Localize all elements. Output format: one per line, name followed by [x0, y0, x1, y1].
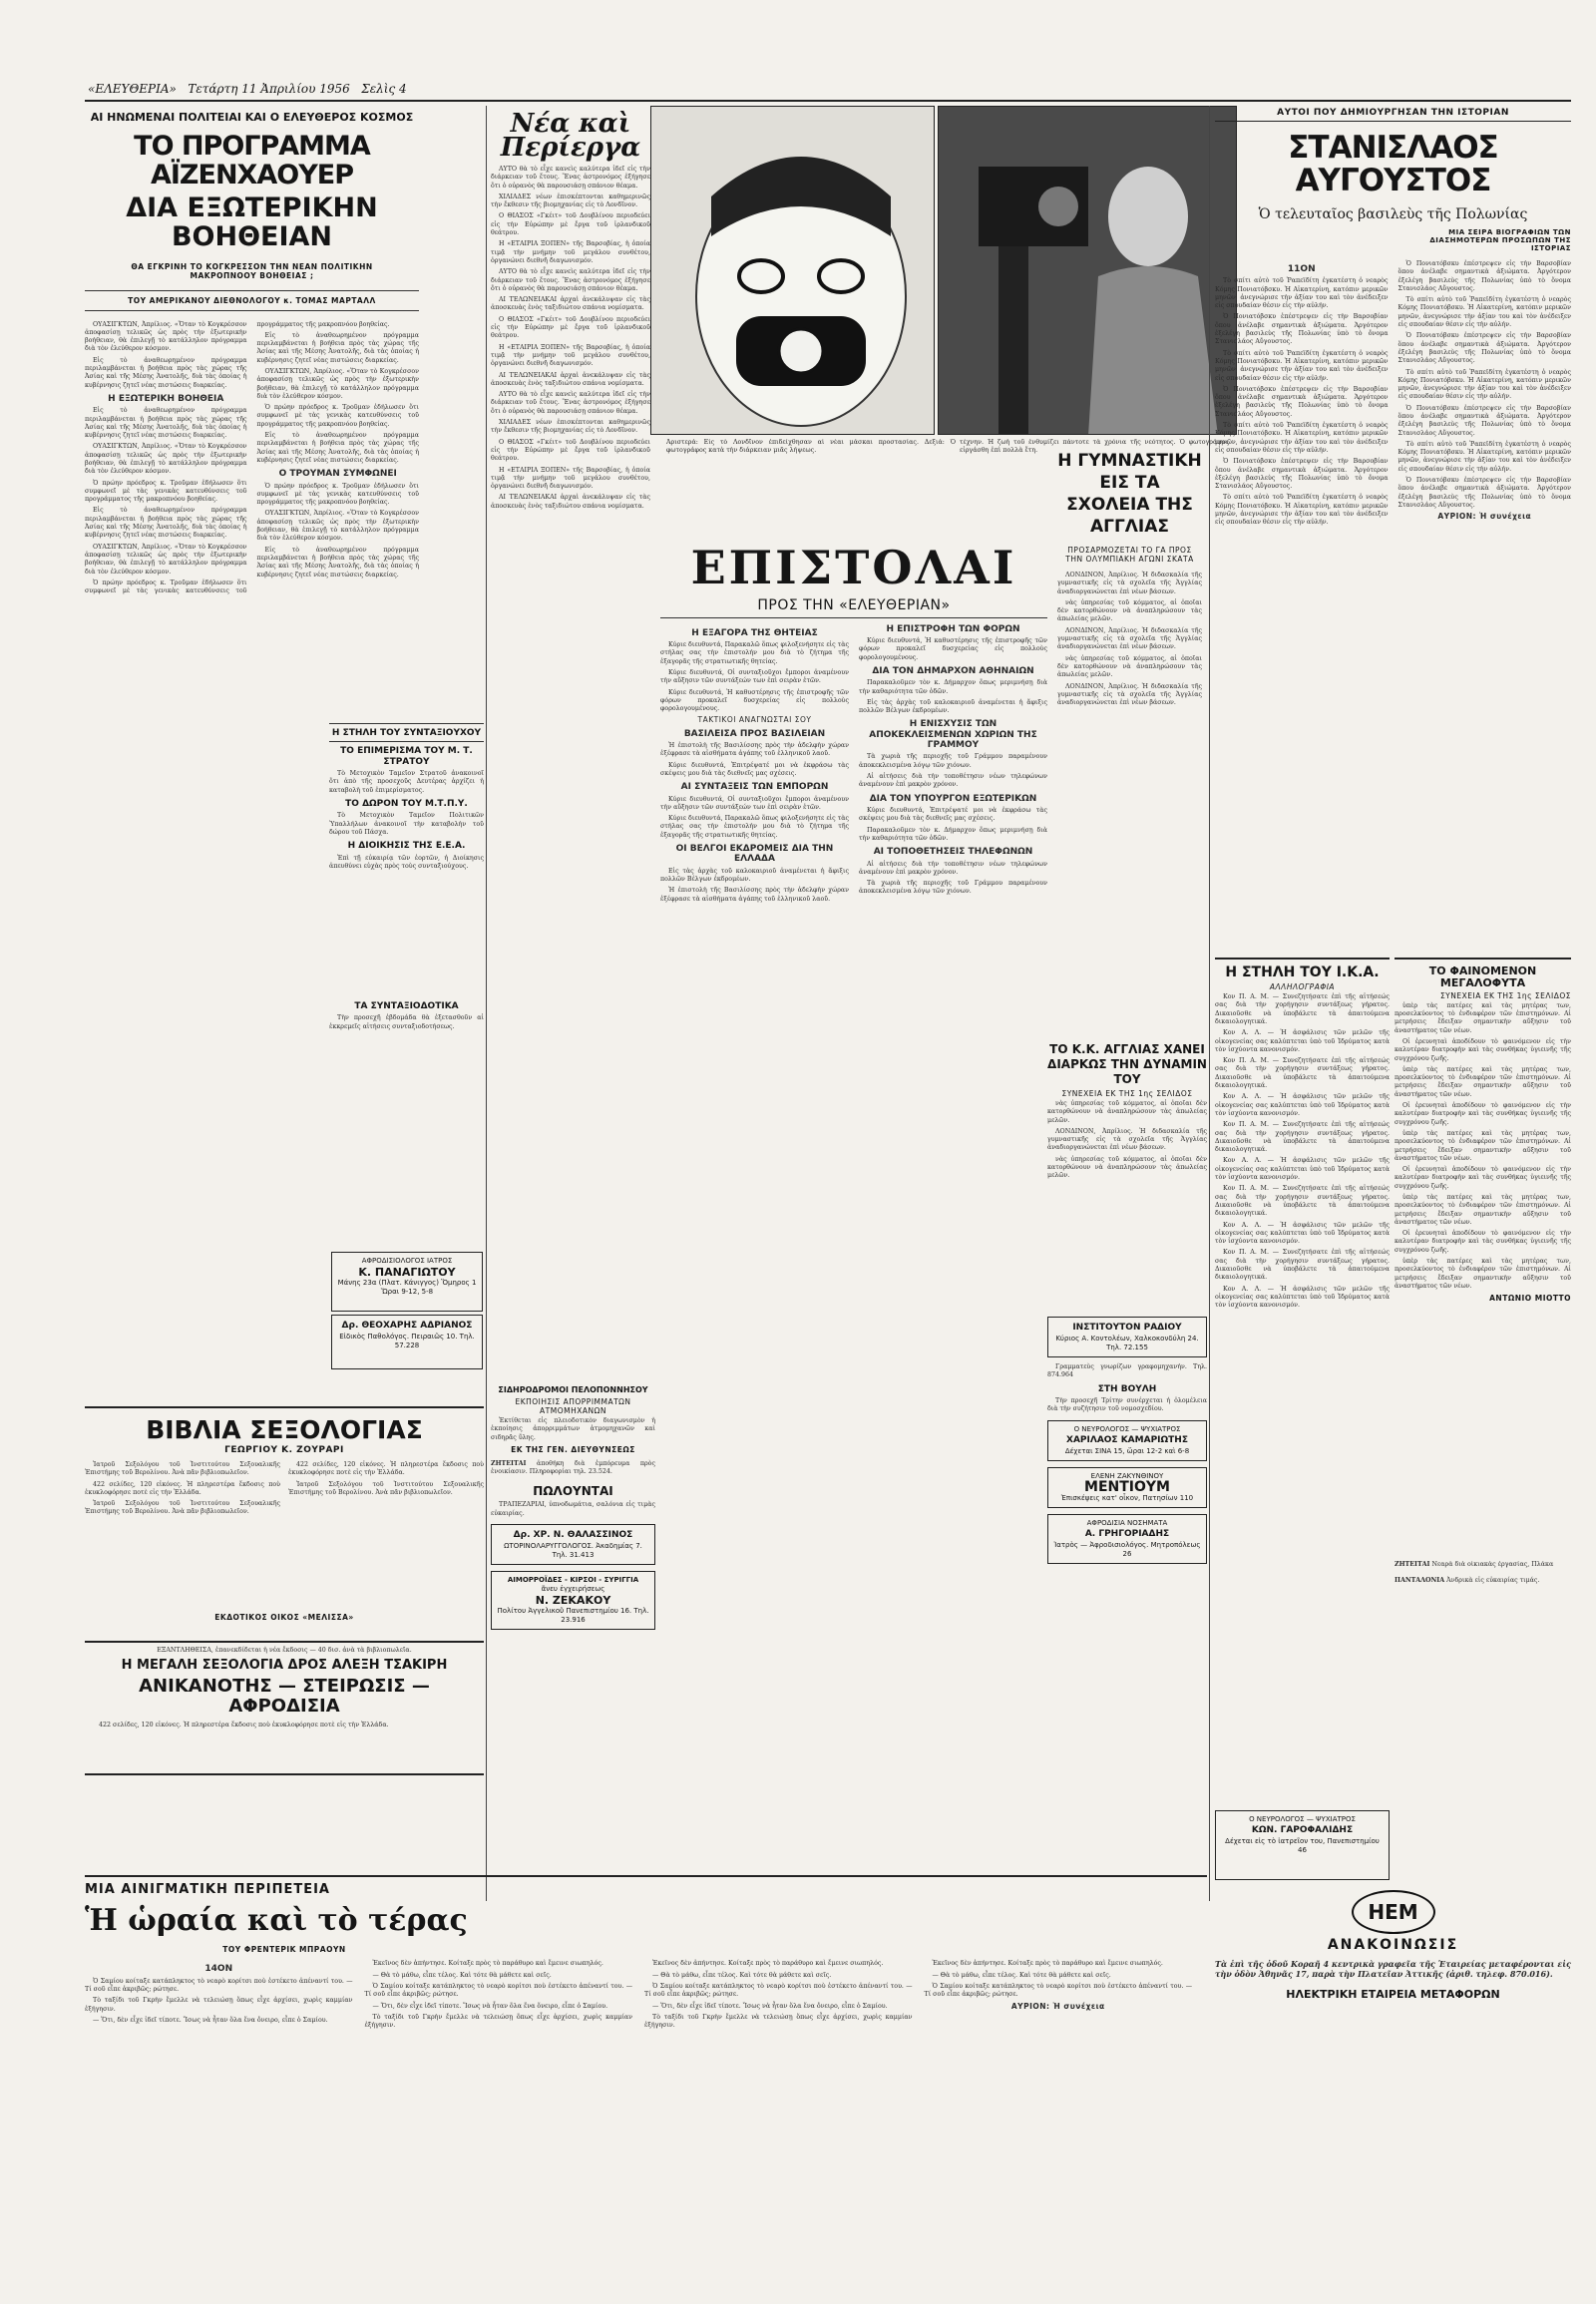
article-paragraph-l: ΟΥΑΣΙΓΚΤΩΝ, Ἀπρίλιος. «Ὅταν τὸ Κογκρέσσον ἀποφασίσῃ τελικῶς ὡς πρὸς τὴν ἐξωτερικὴν βοήθειαν, θὰ ἐπιλεγῇ τὸ κατάλληλον πρόγραμμα διὰ τὸν ἐλεύθερον κόσμον.	[256, 510, 419, 543]
letter-sign-1: ΤΑΚΤΙΚΟΙ ΑΝΑΓΝΩΣΤΑΙ ΣΟΥ	[697, 715, 812, 725]
curiosity-item-5b: Ο ΘΙΑΣΟΣ «Γκέιτ» τοῦ Δουβλίνου περιοδεύει εἰς τὴν Εὐρώπην μὲ ἔργα τοῦ ἰρλανδικοῦ θεάτρου.	[491, 438, 650, 463]
serial-body-6: Ὁ Σαμίου κοίταξε κατάπληκτος τὸ νεαρὸ κορίτσι ποὺ ἐστέκετο ἀπέναντί του. — Τί σοῦ εἶπε ἀκριβῶς; ρώτησε.	[364, 1983, 632, 1999]
article-paragraph-e: ΟΥΑΣΙΓΚΤΩΝ, Ἀπρίλιος. «Ὅταν τὸ Κογκρέσσον ἀποφασίσῃ τελικῶς ὡς πρὸς τὴν ἐξωτερικὴν βοήθειαν, θὰ ἐπιλεγῇ τὸ κατάλληλον πρόγραμμα διὰ τὸν ἐλεύθερον κόσμον.	[85, 543, 247, 576]
letter-sub-7: ΔΙΑ ΤΟΝ ΔΗΜΑΡΧΟΝ ΑΘΗΝΑΙΩΝ	[872, 665, 1034, 676]
pension-heading: Η ΣΤΗΛΗ ΤΟΥ ΣΥΝΤΑΞΙΟΥΧΟΥ	[331, 728, 482, 738]
article-kicker: ΑΙ ΗΝΩΜΕΝΑΙ ΠΟΛΙΤΕΙΑΙ ΚΑΙ Ο ΕΛΕΥΘΕΡΟΣ ΚΟΣΜΟΣ	[90, 111, 414, 124]
letter-body-7: Παρακαλοῦμεν τὸν κ. Δήμαρχον ὅπως μεριμνήσῃ διὰ τὴν καθαριότητα τῶν ὁδῶν.	[859, 679, 1047, 695]
letter-body-6: Κύριε διευθυντά, Ἡ καθυστέρησις τῆς ἐπιστροφῆς τῶν φόρων προκαλεῖ δυσχερείας εἰς πολλοὺς φορολογουμένους.	[859, 637, 1047, 661]
subhead-truman: Ο ΤΡΟΥΜΑΝ ΣΥΜΦΩΝΕΙ	[278, 469, 397, 480]
classifieds-column	[1047, 1317, 1207, 1875]
stanislaus-subhead: Ὁ τελευταῖος βασιλεὺς τῆς Πολωνίας	[1258, 205, 1528, 222]
curiosities-heading	[491, 109, 650, 163]
kk-sub: ΣΥΝΕΧΕΙΑ ΕΚ ΤΗΣ 1ης ΣΕΛΙΔΟΣ	[1061, 1089, 1193, 1098]
serial-continued: ΑΥΡΙΟΝ: Ἡ συνέχεια	[1010, 2001, 1105, 2011]
pension-misc-body: Τὴν προσεχῆ ἑβδομάδα θὰ ἐξετασθοῦν αἱ ἐκκρεμεῖς αἰτήσεις συνταξιοδοτήσεως.	[329, 1014, 484, 1030]
photo-caption-left: Ἀριστερά: Εἰς τὸ Λονδῖνον ἐπιδείχθησαν αἱ νέαι μάσκαι προστασίας. Δεξιά: Ὁ φωτογράφος κατὰ τὴν διάρκειαν μιᾶς λήψεως.	[666, 439, 956, 455]
article-paragraph: Εἰς τὸ ἀναθεωρημένον πρόγραμμα περιλαμβάνεται ἡ βοήθεια πρὸς τὰς χώρας τῆς Ἀσίας καὶ τῆς Μέσης Ἀνατολῆς, διὰ τὰς ὁποίας ἡ κυβέρνησις ζητεῖ νέας πιστώσεις διαρκείας.	[85, 407, 247, 440]
article-filler: Εἰς τὸ ἀναθεωρημένον πρόγραμμα περιλαμβάνεται ἡ βοήθεια πρὸς τὰς χώρας τῆς Ἀσίας καὶ τῆς Μέσης Ἀνατολῆς, διὰ τὰς ὁποίας ἡ κυβέρνησις ζητεῖ νέας πιστώσεις διαρκείας.	[85, 356, 247, 389]
curiosity-item-1b: ΧΙΛΙΑΔΕΣ νέων ἐπισκέπτονται καθημερινῶς τὴν ἔκθεσιν τῆς βιομηχανίας εἰς τὸ Λονδῖνον.	[491, 192, 650, 209]
phenomenon-body-5: ὑπὲρ τὰς πατέρες καὶ τὰς μητέρας των, προσελκύοντος τὸ ἐνδιαφέρον τῶν ἐπιστημόνων. Αἱ μετρήσεις ἔδειξαν σημαντικὴν αὔξησιν τοῦ ἀναστήματος τῶν νέων.	[1395, 1129, 1571, 1162]
serial-body-3: — Ὅτι, δὲν εἶχε ἰδεῖ τίποτε. Ἴσως νὰ ἦταν ὅλα ἕνα ὄνειρο, εἶπε ὁ Σαμίου.	[93, 2016, 328, 2024]
photo-photographer	[938, 106, 1237, 435]
clinic-name: Ν. ΖΕΚΑΚΟΥ	[535, 1594, 611, 1608]
ika-body-3: Κον Π. Α. Μ. — Συνεζητήσατε ἐπὶ τῆς αἰτήσεώς σας διὰ τὴν χορήγησιν συντάξεως γήρατος. Δικαιοῦσθε νὰ ὑποβάλετε τὰ ἀπαιτούμενα δικαιολογητικά.	[1215, 1057, 1390, 1090]
subhead-foreign-aid: Η ΕΞΩΤΕΡΙΚΗ ΒΟΗΘΕΙΑ	[108, 393, 224, 404]
pension-misc-heading: ΤΑ ΣΥΝΤΑΞΙΟΔΟΤΙΚΑ	[354, 1001, 459, 1011]
letter-body-1: Κύριε διευθυντά, Παρακαλῶ ὅπως φιλοξενήσητε εἰς τὰς στήλας σας τὴν ἐπιστολήν μου διὰ τὸ ζήτημα τῆς ἐξαγορᾶς τῆς στρατιωτικῆς θητείας.	[660, 641, 849, 665]
article-lead: ΟΥΑΣΙΓΚΤΩΝ, Ἀπρίλιος. «Ὅταν τὸ Κογκρέσσον ἀποφασίσῃ τελικῶς ὡς πρὸς τὴν ἐξωτερικὴν βοήθειαν, θὰ ἐπιλεγῇ τὸ κατάλληλον πρόγραμμα διὰ τὸν ἐλεύθερον κόσμον.	[85, 320, 247, 353]
books-ad-text: Ἰατροῦ Σεξολόγου τοῦ Ἰνστιτούτου Σεξουαλικῆς Ἐπιστήμης τοῦ Βερολίνου. Ἀνὰ πᾶν βιβλιοπωλεῖον.	[85, 1461, 280, 1477]
phenomenon-title: ΤΟ ΦΑΙΝΟΜΕΝΟΝ ΜΕΓΑΛΟΦΥΤΑ	[1428, 964, 1537, 989]
ika-body-2: Κον Α. Λ. — Ἡ ἀσφάλισις τῶν μελῶν τῆς οἰκογενείας σας καλύπτεται ὑπὸ τοῦ Ἱδρύματος κατὰ τὸν ἰσχύοντα κανονισμόν.	[1215, 1029, 1390, 1053]
clinic-text: Πολίτου Ἀγγελικοῦ Πανεπιστημίου 16. Τηλ. 23.916	[497, 1607, 649, 1625]
paper-name: «ΕΛΕΥΘΕΡΙΑ»	[88, 82, 177, 96]
doctor-ad-1	[331, 1252, 483, 1312]
clinic-sub: ἄνευ ἐγχειρήσεως	[541, 1585, 605, 1594]
serial-kicker: ΜΙΑ ΑΙΝΙΓΜΑΤΙΚΗ ΠΕΡΙΠΕΤΕΙΑ	[85, 1882, 330, 1897]
serial-body-15: — Θὰ τὸ μάθω, εἶπε τέλος. Καὶ τότε θὰ μάθετε καὶ σεῖς.	[932, 1971, 1111, 1979]
letter-sub-6: Η ΕΠΙΣΤΡΟΦΗ ΤΩΝ ΦΟΡΩΝ	[886, 623, 1020, 634]
doctor-ad-1-name: Κ. ΠΑΝΑΓΙΩΤΟΥ	[358, 1266, 456, 1279]
article-headline-1: ΤΟ ΠΡΟΓΡΑΜΜΑ ΑΪΖΕΝΧΑΟΥΕΡ	[134, 130, 370, 192]
books-ad	[85, 1406, 484, 1636]
curiosities-heading-1: Νέα καὶ	[510, 109, 631, 139]
ika-body-5: Κον Π. Α. Μ. — Συνεζητήσατε ἐπὶ τῆς αἰτήσεώς σας διὰ τὴν χορήγησιν συντάξεως γήρατος. Δικαιοῦσθε νὰ ὑποβάλετε τὰ ἀπαιτούμενα δικαιολογητικά.	[1215, 1121, 1390, 1154]
doctor-ad-1-title: ΑΦΡΟΔΙΣΙΟΛΟΓΟΣ ΙΑΤΡΟΣ	[361, 1257, 453, 1265]
serial-body-13: Τὸ ταξίδι τοῦ Γκρὴν ἔμελλε νὰ τελειώσῃ ὅπως εἶχε ἀρχίσει, χωρὶς καμμίαν ἐξήγησιν.	[644, 2013, 913, 2030]
serial-body-7: — Ὅτι, δὲν εἶχε ἰδεῖ τίποτε. Ἴσως νὰ ἦταν ὅλα ἕνα ὄνειρο, εἶπε ὁ Σαμίου.	[372, 2002, 608, 2010]
gymnastics-title: Η ΓΥΜΝΑΣΤΙΚΗ ΕΙΣ ΤΑ ΣΧΟΛΕΙΑ ΤΗΣ ΑΓΓΛΙΑΣ	[1057, 451, 1202, 537]
ika-subtitle: ΑΛΛΗΛΟΓΡΑΦΙΑ	[1269, 982, 1336, 992]
letter-body-1b: Κύριε διευθυντά, Οἱ συνταξιοῦχοι ἔμποροι ἀναμένουν τὴν αὔξησιν τῶν συντάξεών των ἐπὶ σειρὰν ἐτῶν.	[660, 668, 849, 685]
curiosity-item-3b: Η «ΕΤΑΙΡΙΑ ΞΟΠΕΝ» τῆς Βαρσοβίας, ἡ ὁποία τιμᾷ τὴν μνήμην τοῦ μεγάλου συνθέτου, ὀργανώνει διεθνῆ διαγωνισμόν.	[491, 343, 650, 368]
letter-sub-1: Η ΕΞΑΓΟΡΑ ΤΗΣ ΘΗΤΕΙΑΣ	[691, 627, 818, 638]
serial-body-11: Ὁ Σαμίου κοίταξε κατάπληκτος τὸ νεαρὸ κορίτσι ποὺ ἐστέκετο ἀπέναντί του. — Τί σοῦ εἶπε ἀκριβῶς; ρώτησε.	[644, 1983, 913, 1999]
rail-sub: ΕΚΠΟΙΗΣΙΣ ΑΠΟΡΡΙΜΜΑΤΩΝ ΑΤΜΟΜΗΧΑΝΩΝ	[515, 1397, 631, 1416]
serial-part: 14ΟΝ	[204, 1964, 233, 1975]
phenomenon-sign: ΑΝΤΩΝΙΟ ΜΙΟΤΤΟ	[1489, 1294, 1571, 1304]
ika-title: Η ΣΤΗΛΗ ΤΟΥ Ι.Κ.Α.	[1225, 964, 1380, 980]
serial-body-16: Ὁ Σαμίου κοίταξε κατάπληκτος τὸ νεαρὸ κορίτσι ποὺ ἐστέκετο ἀπέναντί του. — Τί σοῦ εἶπε ἀκριβῶς; ρώτησε.	[924, 1983, 1192, 1999]
photo-caption-right-text: τέχνην. Ἡ ζωὴ τοῦ ἐνθυμίζει πάντοτε τὰ χρόνια τῆς νεότητος. Ὁ φωτογράφος εἰργάσθη ἐπὶ πολλὰ ἔτη.	[960, 439, 1229, 455]
letter-body-3: Ἡ ἐπιστολὴ τῆς Βασιλίσσης πρὸς τὴν ἀδελφὴν χώραν ἐξέφρασε τὰ αἰσθήματα ἀγάπης τοῦ ἑλληνικοῦ λαοῦ.	[660, 742, 849, 758]
books-ad-text-e: Ἰατροῦ Σεξολόγου τοῦ Ἰνστιτούτου Σεξουαλικῆς Ἐπιστήμης τοῦ Βερολίνου. Ἀνὰ πᾶν βιβλιοπωλεῖον.	[288, 1480, 484, 1496]
sexology-ad-body: 422 σελίδες, 120 εἰκόνες. Ἡ πληρεστέρα ἔκδοσις ποὺ ἐκυκλοφόρησε ποτὲ εἰς τὴν Ἑλλάδα.	[99, 1722, 389, 1729]
masthead	[88, 82, 457, 98]
eea-body: Ἐπὶ τῇ εὐκαιρίᾳ τῶν ἑορτῶν, ἡ Διοίκησις ἀπευθύνει εὐχὰς πρὸς τοὺς συνταξιούχους.	[329, 854, 484, 870]
ika-body-1: Κον Π. Α. Μ. — Συνεζητήσατε ἐπὶ τῆς αἰτήσεώς σας διὰ τὴν χορήγησιν συντάξεως γήρατος. Δικαιοῦσθε νὰ ὑποβάλετε τὰ ἀπαιτούμενα δικαιολογητικά.	[1215, 993, 1390, 1025]
neurologist2-ad-name: ΚΩΝ. ΓΑΡΟΦΑΛΙΔΗΣ	[1251, 1825, 1354, 1835]
midwife-ad-name: ΕΛΕΝΗ ΖΑΚΥΝΘΙΝΟΥ	[1090, 1471, 1164, 1480]
curiosity-item-4: ΑΙ ΤΕΛΩΝΕΙΑΚΑΙ ἀρχαὶ ἀνεκάλυψαν εἰς τὰς ἀποσκευὰς ἑνὸς ταξιδιώτου σπάνια νομίσματα.	[491, 371, 650, 387]
phenomenon-body-3: ὑπὲρ τὰς πατέρες καὶ τὰς μητέρας των, προσελκύοντος τὸ ἐνδιαφέρον τῶν ἐπιστημόνων. Αἱ μετρήσεις ἔδειξαν σημαντικὴν αὔξησιν τοῦ ἀναστήματος τῶν νέων.	[1395, 1065, 1571, 1098]
kk-title: ΤΟ Κ.Κ. ΑΓΓΛΙΑΣ ΧΑΝΕΙ ΔΙΑΡΚΩΣ ΤΗΝ ΔΥΝΑΜΙΝ ΤΟΥ	[1047, 1042, 1207, 1086]
right-sold-title: ΠΑΝΤΑΛΟΝΙΑ	[1395, 1577, 1445, 1585]
article-paragraph-m: Εἰς τὸ ἀναθεωρημένον πρόγραμμα περιλαμβάνεται ἡ βοήθεια πρὸς τὰς χώρας τῆς Ἀσίας καὶ τῆς Μέσης Ἀνατολῆς, διὰ τὰς ὁποίας ἡ κυβέρνησις ζητεῖ νέας πιστώσεις διαρκείας.	[256, 546, 419, 578]
midwife-ad-surname: ΜΕΝΤΙΟΥΜ	[1084, 1478, 1170, 1495]
letter-body-9: Κύριε διευθυντά, Ἐπιτρέψατέ μοι νὰ ἐκφράσω τὰς σκέψεις μου διὰ τὰς διεθνεῖς μας σχέσεις.	[859, 807, 1047, 823]
sexology-ad-line: ΕΞΑΝΤΛΗΘΕΙΣΑ, ἐπανεκδίδεται ἡ νέα ἔκδοσις — 40 δισ. ἀνὰ τὰ βιβλιοπωλεῖα.	[157, 1647, 412, 1654]
rail-body: Ἐκτίθεται εἰς πλειοδοτικὸν διαγωνισμὸν ἡ ἐκποίησις ἀπορριμμάτων ἀτμομηχανῶν καὶ σιδηρᾶς ὕλης.	[491, 1417, 655, 1441]
right-classifieds	[1395, 1561, 1571, 1810]
right-sold-text: Ἀνδρικὰ εἰς εὐκαιρίας τιμάς.	[1446, 1577, 1540, 1585]
stanislaus-body-11: Τὸ σπίτι αὐτὸ τοῦ Ῥαπεϊδίτη ἐγκατέστη ὁ νεαρὸς Κόμης Πονιατόβσκυ. Ἡ Αἰκατερίνη, κατόπιν μερικῶν μηνῶν, ἀνεγνώρισε τὴν ἀξίαν του καὶ τὸν ἀνέδειξεν εἰς σπουδαίαν θέσιν εἰς τὴν αὐλήν.	[1397, 368, 1571, 401]
curiosity-item-2: Η «ΕΤΑΙΡΙΑ ΞΟΠΕΝ» τῆς Βαρσοβίας, ἡ ὁποία τιμᾷ τὴν μνήμην τοῦ μεγάλου συνθέτου, ὀργανώνει διεθνῆ διαγωνισμόν.	[491, 240, 650, 264]
serial-body-14: Ἐκεῖνος δὲν ἀπήντησε. Κοίταξε πρὸς τὸ παράθυρο καὶ ἔμεινε σιωπηλός.	[932, 1960, 1163, 1968]
gymnastics-body-e: ΛΟΝΔΙΝΟΝ, Ἀπρίλιος. Ἡ διδασκαλία τῆς γυμναστικῆς εἰς τὰ σχολεῖα τῆς Ἀγγλίας ἀναδιοργανώνεται ἐπὶ νέων βάσεων.	[1057, 682, 1202, 707]
curiosity-item-1c: Ο ΘΙΑΣΟΣ «Γκέιτ» τοῦ Δουβλίνου περιοδεύει εἰς τὴν Εὐρώπην μὲ ἔργα τοῦ ἰρλανδικοῦ θεάτρου.	[491, 212, 650, 237]
ent-doctor-title: Δρ. ΧΡ. Ν. ΘΑΛΑΣΣΙΝΟΣ	[513, 1530, 633, 1541]
sexology-ad	[85, 1641, 484, 1775]
curiosity-item-1: ΑΥΤΟ θὰ τὸ εἶχε κανεὶς καλύτερα ἰδεῖ εἰς τὴν διάρκειαν τοῦ ἔτους. Ἕνας ἀστρονόμος ἐξήγησε ὅτι ὁ οὐρανὸς θὰ παρουσιάσῃ σπάνιον θέαμα.	[491, 166, 650, 190]
mask-figure-illustration	[651, 107, 935, 435]
hem-announcement	[1215, 1890, 1571, 2050]
letter-sub-5: ΟΙ ΒΕΛΓΟΙ ΕΚΔΡΟΜΕΙΣ ΔΙΑ ΤΗΝ ΕΛΛΑΔΑ	[675, 844, 834, 865]
letter-body-7b: Εἰς τὰς ἀρχὰς τοῦ καλοκαιριοῦ ἀναμένεται ἡ ἄφιξις πολλῶν Βέλγων ἐκδρομέων.	[859, 698, 1047, 715]
letter-body-3b: Κύριε διευθυντά, Ἐπιτρέψατέ μοι νὰ ἐκφράσω τὰς σκέψεις μου διὰ τὰς διεθνεῖς μας σχέσεις.	[660, 761, 849, 777]
phenomenon-body-9: ὑπὲρ τὰς πατέρες καὶ τὰς μητέρας των, προσελκύοντος τὸ ἐνδιαφέρον τῶν ἐπιστημόνων. Αἱ μετρήσεις ἔδειξαν σημαντικὴν αὔξησιν τοῦ ἀναστήματος τῶν νέων.	[1395, 1258, 1571, 1290]
derm-ad	[1047, 1514, 1207, 1564]
stanislaus-body-7: Τὸ σπίτι αὐτὸ τοῦ Ῥαπεϊδίτη ἐγκατέστη ὁ νεαρὸς Κόμης Πονιατόβσκυ. Ἡ Αἰκατερίνη, κατόπιν μερικῶν μηνῶν, ἀνεγνώρισε τὴν ἀξίαν του καὶ τὸν ἀνέδειξεν εἰς σπουδαίαν θέσιν εἰς τὴν αὐλήν.	[1215, 494, 1389, 527]
rail-sign: ΕΚ ΤΗΣ ΓΕΝ. ΔΙΕΥΘΥΝΣΕΩΣ	[511, 1445, 635, 1455]
sale-title: ΠΩΛΟΥΝΤΑΙ	[533, 1483, 613, 1498]
letter-body-1c: Κύριε διευθυντά, Ἡ καθυστέρησις τῆς ἐπιστροφῆς τῶν φόρων προκαλεῖ δυσχερείας εἰς πολλοὺς φορολογουμένους.	[660, 688, 849, 713]
kk-article	[1047, 1042, 1207, 1312]
neurologist2-ad-text: Δέχεται εἰς τὸ ἰατρεῖον του, Πανεπιστημίου 46	[1225, 1837, 1380, 1854]
wanted1-title: ΖΗΤΕΙΤΑΙ	[491, 1460, 527, 1468]
letter-body-8: Τὰ χωριὰ τῆς περιοχῆς τοῦ Γράμμου παραμένουν ἀποκεκλεισμένα λόγῳ τῶν χιόνων.	[859, 753, 1047, 769]
letter-body-5b: Ἡ ἐπιστολὴ τῆς Βασιλίσσης πρὸς τὴν ἀδελφὴν χώραν ἐξέφρασε τὰ αἰσθήματα ἀγάπης τοῦ ἑλληνικοῦ λαοῦ.	[660, 887, 849, 903]
radio-ad-title: ΙΝΣΤΙΤΟΥΤΟΝ ΡΑΔΙΟΥ	[1072, 1323, 1182, 1333]
phenomenon-body-2: Οἱ ἐρευνηταὶ ἀποδίδουν τὸ φαινόμενον εἰς τὴν καλυτέραν διατροφὴν καὶ τὰς συνθήκας ὑγιεινῆς τῆς συγχρόνου ζωῆς.	[1395, 1037, 1571, 1062]
curiosities-heading-2: Περίεργα	[500, 133, 641, 163]
army-fund-body: Τὸ Μετοχικὸν Ταμεῖον Στρατοῦ ἀνακοινοῖ ὅτι ἀπὸ τῆς προσεχοῦς Δευτέρας ἀρχίζει ἡ καταβολὴ τοῦ ἐπιμερίσματος.	[329, 770, 484, 794]
serial-body-10: — Θὰ τὸ μάθω, εἶπε τέλος. Καὶ τότε θὰ μάθετε καὶ σεῖς.	[652, 1971, 832, 1979]
kk-body: νὰς ὑπηρεσίας τοῦ κόμματος, αἱ ὁποῖαι δὲν κατορθώνουν νὰ ἀναπληρώσουν τὰς ἀπωλείας μελῶν.	[1047, 1100, 1207, 1124]
ika-body-10: Κον Α. Λ. — Ἡ ἀσφάλισις τῶν μελῶν τῆς οἰκογενείας σας καλύπτεται ὑπὸ τοῦ Ἱδρύματος κατὰ τὸν ἰσχύοντα κανονισμόν.	[1215, 1285, 1390, 1310]
army-fund-heading: ΤΟ ΕΠΙΜΕΡΙΣΜΑ ΤΟΥ Μ. Τ. ΣΤΡΑΤΟΥ	[340, 746, 473, 767]
vouli-heading: ΣΤΗ ΒΟΥΛΗ	[1097, 1383, 1157, 1394]
masthead-rule	[85, 100, 1571, 102]
neurologist2-ad	[1215, 1810, 1390, 1880]
letters-subtitle: ΠΡΟΣ ΤΗΝ «ΕΛΕΥΘΕΡΙΑΝ»	[757, 596, 951, 613]
letter-sub-8: Η ΕΝΙΣΧΥΣΙΣ ΤΩΝ ΑΠΟΚΕΚΛΕΙΣΜΕΝΩΝ ΧΩΡΙΩΝ ΤΗΣ ΓΡΑΜΜΟΥ	[869, 719, 1037, 751]
doctor-ad-2	[331, 1315, 483, 1369]
radio-ad	[1047, 1317, 1207, 1357]
books-ad-author: ΓΕΩΡΓΙΟΥ Κ. ΖΟΥΡΑΡΙ	[224, 1445, 344, 1455]
letter-body-5: Εἰς τὰς ἀρχὰς τοῦ καλοκαιριοῦ ἀναμένεται ἡ ἄφιξις πολλῶν Βέλγων ἐκδρομέων.	[660, 867, 849, 884]
sexology-ad-title: Η ΜΕΓΑΛΗ ΣΕΞΟΛΟΓΙΑ ΔΡΟΣ ΑΛΕΞΗ ΤΣΑΚΙΡΗ	[121, 1658, 448, 1674]
ika-column	[1215, 958, 1390, 1556]
ika-body-4: Κον Α. Λ. — Ἡ ἀσφάλισις τῶν μελῶν τῆς οἰκογενείας σας καλύπτεται ὑπὸ τοῦ Ἱδρύματος κατὰ τὸν ἰσχύοντα κανονισμόν.	[1215, 1093, 1390, 1117]
article-byline: ΤΟΥ ΑΜΕΡΙΚΑΝΟΥ ΔΙΕΘΝΟΛΟΓΟΥ κ. ΤΟΜΑΣ ΜΑΡΤΑΛΛ	[128, 295, 376, 305]
curiosity-item-5c: Η «ΕΤΑΙΡΙΑ ΞΟΠΕΝ» τῆς Βαρσοβίας, ἡ ὁποία τιμᾷ τὴν μνήμην τοῦ μεγάλου συνθέτου, ὀργανώνει διεθνῆ διαγωνισμόν.	[491, 466, 650, 491]
page-number: Σελὶς 4	[361, 82, 407, 96]
midwife-ad	[1047, 1467, 1207, 1508]
books-ad-text-b: 422 σελίδες, 120 εἰκόνες. Ἡ πληρεστέρα ἔκδοσις ποὺ ἐκυκλοφόρησε ποτὲ εἰς τὴν Ἑλλάδα.	[85, 1480, 280, 1496]
sale-body: ΤΡΑΠΕΖΑΡΙΑΙ, ὑπνοδωμάτια, σαλόνια εἰς τιμὰς εὐκαιρίας.	[491, 1501, 655, 1517]
hem-title: ΑΝΑΚΟΙΝΩΣΙΣ	[1327, 1937, 1459, 1953]
right-wanted-title: ΖΗΤΕΙΤΑΙ	[1395, 1561, 1430, 1568]
serial-body-5: — Θὰ τὸ μάθω, εἶπε τέλος. Καὶ τότε θὰ μάθετε καὶ σεῖς.	[372, 1971, 552, 1979]
stanislaus-body-6: Ὁ Πονιατόβσκυ ἐπέστρεψεν εἰς τὴν Βαρσοβίαν ὅπου ἀνέλαβε σημαντικὰ ἀξιώματα. Ἀργότερον ἐξελέγη βασιλεὺς τῆς Πολωνίας ὑπὸ τὸ ὄνομα Στανισλάος Αὔγουστος.	[1215, 458, 1389, 491]
ent-doctor-text: ΩΤΟΡΙΝΟΛΑΡΥΓΓΟΛΟΓΟΣ. Ἀκαδημίας 7. Τηλ. 31.413	[504, 1542, 642, 1560]
stanislaus-body-5: Τὸ σπίτι αὐτὸ τοῦ Ῥαπεϊδίτη ἐγκατέστη ὁ νεαρὸς Κόμης Πονιατόβσκυ. Ἡ Αἰκατερίνη, κατόπιν μερικῶν μηνῶν, ἀνεγνώρισε τὴν ἀξίαν του καὶ τὸν ἀνέδειξεν εἰς σπουδαίαν θέσιν εἰς τὴν αὐλήν.	[1215, 422, 1389, 454]
stanislaus-headline: ΣΤΑΝΙΣΛΑΟΣ ΑΥΓΟΥΣΤΟΣ	[1288, 130, 1498, 199]
doctor-ad-2-title: Δρ. ΘΕΟΧΑΡΗΣ ΑΔΡΙΑΝΟΣ	[341, 1321, 473, 1331]
clinic-ad	[491, 1571, 655, 1630]
photo-caption	[666, 439, 956, 499]
mtpy-body: Τὸ Μετοχικὸν Ταμεῖον Πολιτικῶν Ὑπαλλήλων ἀνακοινοῖ τὴν καταβολὴν τοῦ δώρου τοῦ Πάσχα.	[329, 812, 484, 836]
phenomenon-sub: ΣΥΝΕΧΕΙΑ ΕΚ ΤΗΣ 1ης ΣΕΛΙΔΟΣ	[1439, 990, 1571, 1000]
phenomenon-body-4: Οἱ ἐρευνηταὶ ἀποδίδουν τὸ φαινόμενον εἰς τὴν καλυτέραν διατροφὴν καὶ τὰς συνθήκας ὑγιεινῆς τῆς συγχρόνου ζωῆς.	[1395, 1102, 1571, 1126]
stanislaus-kicker: ΑΥΤΟΙ ΠΟΥ ΔΗΜΙΟΥΡΓΗΣΑΝ ΤΗΝ ΙΣΤΟΡΙΑΝ	[1215, 108, 1571, 122]
phenomenon-column	[1395, 958, 1571, 1556]
gymnastics-body-c: ΛΟΝΔΙΝΟΝ, Ἀπρίλιος. Ἡ διδασκαλία τῆς γυμναστικῆς εἰς τὰ σχολεῖα τῆς Ἀγγλίας ἀναδιοργανώνεται ἐπὶ νέων βάσεων.	[1057, 626, 1202, 651]
article-headline-2: ΔΙΑ ΕΞΩΤΕΡΙΚΗΝ ΒΟΗΘΕΙΑΝ	[126, 192, 378, 253]
serial-title: Ἡ ὡραία καὶ τὸ τέρας	[85, 1903, 468, 1939]
rail-title: ΣΙΔΗΡΟΔΡΟΜΟΙ ΠΕΛΟΠΟΝΝΗΣΟΥ	[498, 1385, 648, 1394]
curiosity-item-4b: ΑΥΤΟ θὰ τὸ εἶχε κανεὶς καλύτερα ἰδεῖ εἰς τὴν διάρκειαν τοῦ ἔτους. Ἕνας ἀστρονόμος ἐξήγησε ὅτι ὁ οὐρανὸς θὰ παρουσιάσῃ σπάνιον θέαμα.	[491, 391, 650, 415]
books-ad-publisher: ΕΚΔΟΤΙΚΟΣ ΟΙΚΟΣ «ΜΕΛΙΣΣΑ»	[214, 1613, 354, 1622]
curiosity-item-2c: ΑΙ ΤΕΛΩΝΕΙΑΚΑΙ ἀρχαὶ ἀνεκάλυψαν εἰς τὰς ἀποσκευὰς ἑνὸς ταξιδιώτου σπάνια νομίσματα.	[491, 296, 650, 312]
ika-body-6: Κον Α. Λ. — Ἡ ἀσφάλισις τῶν μελῶν τῆς οἰκογενείας σας καλύπτεται ὑπὸ τοῦ Ἱδρύματος κατὰ τὸν ἰσχύοντα κανονισμόν.	[1215, 1157, 1390, 1182]
letter-sub-10: ΑΙ ΤΟΠΟΘΕΤΗΣΕΙΣ ΤΗΛΕΦΩΝΩΝ	[873, 847, 1033, 858]
stanislaus-body-12: Ὁ Πονιατόβσκυ ἐπέστρεψεν εἰς τὴν Βαρσοβίαν ὅπου ἀνέλαβε σημαντικὰ ἀξιώματα. Ἀργότερον ἐξελέγη βασιλεὺς τῆς Πολωνίας ὑπὸ τὸ ὄνομα Στανισλάος Αὔγουστος.	[1397, 404, 1571, 437]
serial-author: ΤΟΥ ΦΡΕΝΤΕΡΙΚ ΜΠΡΑΟΥΝ	[222, 1945, 346, 1955]
photo-mask	[650, 106, 935, 435]
vouli-body: Τὴν προσεχῆ Τρίτην συνέρχεται ἡ ὁλομέλεια διὰ τὴν συζήτησιν τοῦ νομοσχεδίου.	[1047, 1396, 1207, 1413]
photographer-illustration	[939, 107, 1237, 435]
serial-story	[85, 1875, 1207, 2274]
derm-ad-name: Α. ΓΡΗΓΟΡΙΑΔΗΣ	[1084, 1528, 1170, 1539]
books-ad-title: ΒΙΒΛΙΑ ΣΕΞΟΛΟΓΙΑΣ	[146, 1415, 423, 1444]
kk-body-b: ΛΟΝΔΙΝΟΝ, Ἀπρίλιος. Ἡ διδασκαλία τῆς γυμναστικῆς εἰς τὰ σχολεῖα τῆς Ἀγγλίας ἀναδιοργανώνεται ἐπὶ νέων βάσεων.	[1047, 1127, 1207, 1152]
serial-body-1: Ὁ Σαμίου κοίταξε κατάπληκτος τὸ νεαρὸ κορίτσι ποὺ ἐστέκετο ἀπέναντί του. — Τί σοῦ εἶπε ἀκριβῶς; ρώτησε.	[85, 1977, 353, 1994]
ika-body-8: Κον Α. Λ. — Ἡ ἀσφάλισις τῶν μελῶν τῆς οἰκογενείας σας καλύπτεται ὑπὸ τοῦ Ἱδρύματος κατὰ τὸν ἰσχύοντα κανονισμόν.	[1215, 1221, 1390, 1246]
pension-section	[329, 723, 484, 992]
serial-body-12: — Ὅτι, δὲν εἶχε ἰδεῖ τίποτε. Ἴσως νὰ ἦταν ὅλα ἕνα ὄνειρο, εἶπε ὁ Σαμίου.	[652, 2002, 888, 2010]
curiosity-item-2b: ΑΥΤΟ θὰ τὸ εἶχε κανεὶς καλύτερα ἰδεῖ εἰς τὴν διάρκειαν τοῦ ἔτους. Ἕνας ἀστρονόμος ἐξήγησε ὅτι ὁ οὐρανὸς θὰ παρουσιάσῃ σπάνιον θέαμα.	[491, 268, 650, 292]
hem-sign: ΗΛΕΚΤΡΙΚΗ ΕΤΑΙΡΕΙΑ ΜΕΤΑΦΟΡΩΝ	[1286, 1988, 1500, 2002]
doctor-ad-2-text: Εἰδικὸς Παθολόγος. Πειραιῶς 10. Τηλ. 57.228	[339, 1333, 475, 1349]
neurologist-ad-text: Δέχεται ΣΙΝΑ 15, ὥραι 12-2 καὶ 6-8	[1064, 1446, 1190, 1455]
curiosity-item-5d: ΑΙ ΤΕΛΩΝΕΙΑΚΑΙ ἀρχαὶ ἀνεκάλυψαν εἰς τὰς ἀποσκευὰς ἑνὸς ταξιδιώτου σπάνια νομίσματα.	[491, 494, 650, 510]
issue-date: Τετάρτη 11 Ἀπριλίου 1956	[188, 82, 350, 96]
letters-body	[660, 624, 1047, 1871]
article-paragraph-c: Ὁ πρώην πρόεδρος κ. Τροῦμαν ἐδήλωσεν ὅτι συμφωνεῖ μὲ τὰς γενικὰς κατευθύνσεις τοῦ προγράμματος τῆς μακροπνόου βοηθείας.	[85, 479, 247, 504]
article-paragraph-k: Ὁ πρώην πρόεδρος κ. Τροῦμαν ἐδήλωσεν ὅτι συμφωνεῖ μὲ τὰς γενικὰς κατευθύνσεις τοῦ προγράμματος τῆς μακροπνόου βοηθείας.	[256, 482, 419, 507]
letter-sub-9: ΔΙΑ ΤΟΝ ΥΠΟΥΡΓΟΝ ΕΞΩΤΕΡΙΚΩΝ	[869, 793, 1037, 804]
letter-body-8b: Αἱ αἰτήσεις διὰ τὴν τοποθέτησιν νέων τηλεφώνων ἀναμένουν ἐπὶ μακρὸν χρόνον.	[859, 773, 1047, 789]
article-paragraph-f: Ὁ πρώην πρόεδρος κ. Τροῦμαν ἐδήλωσεν ὅτι συμφωνεῖ μὲ τὰς γενικὰς κατευθύνσεις τοῦ προγράμματος τῆς μακροπνόου βοηθείας.	[85, 320, 390, 595]
ika-body-9: Κον Π. Α. Μ. — Συνεζητήσατε ἐπὶ τῆς αἰτήσεώς σας διὰ τὴν χορήγησιν συντάξεως γήρατος. Δικαιοῦσθε νὰ ὑποβάλετε τὰ ἀπαιτούμενα δικαιολογητικά.	[1215, 1249, 1390, 1282]
article-paragraph-b: ΟΥΑΣΙΓΚΤΩΝ, Ἀπρίλιος. «Ὅταν τὸ Κογκρέσσον ἀποφασίσῃ τελικῶς ὡς πρὸς τὴν ἐξωτερικὴν βοήθειαν, θὰ ἐπιλεγῇ τὸ κατάλληλον πρόγραμμα διὰ τὸν ἐλεύθερον κόσμον.	[85, 443, 247, 476]
gymnastics-body: ΛΟΝΔΙΝΟΝ, Ἀπρίλιος. Ἡ διδασκαλία τῆς γυμναστικῆς εἰς τὰ σχολεῖα τῆς Ἀγγλίας ἀναδιοργανώνεται ἐπὶ νέων βάσεων.	[1057, 572, 1202, 595]
right-wanted-text: Νεαρὰ διὰ οἰκιακὰς ἐργασίας, Πλάκα	[1431, 1561, 1554, 1568]
phenomenon-body-6: Οἱ ἐρευνηταὶ ἀποδίδουν τὸ φαινόμενον εἰς τὴν καλυτέραν διατροφὴν καὶ τὰς συνθήκας ὑγιεινῆς τῆς συγχρόνου ζωῆς.	[1395, 1166, 1571, 1190]
serial-body-4: Ἐκεῖνος δὲν ἀπήντησε. Κοίταξε πρὸς τὸ παράθυρο καὶ ἔμεινε σιωπηλός.	[372, 1960, 603, 1968]
letter-body-10b: Τὰ χωριὰ τῆς περιοχῆς τοῦ Γράμμου παραμένουν ἀποκεκλεισμένα λόγῳ τῶν χιόνων.	[859, 880, 1047, 896]
neurologist-ad-name: ΧΑΡΙΛΑΟΣ ΚΑΜΑΡΙΩΤΗΣ	[1066, 1434, 1188, 1445]
stanislaus-body-1: Τὸ σπίτι αὐτὸ τοῦ Ῥαπεϊδίτη ἐγκατέστη ὁ νεαρὸς Κόμης Πονιατόβσκυ. Ἡ Αἰκατερίνη, κατόπιν μερικῶν μηνῶν, ἀνεγνώρισε τὴν ἀξίαν του καὶ τὸν ἀνέδειξεν εἰς σπουδαίαν θέσιν εἰς τὴν αὐλήν.	[1215, 277, 1389, 310]
curiosity-item-3: Ο ΘΙΑΣΟΣ «Γκέιτ» τοῦ Δουβλίνου περιοδεύει εἰς τὴν Εὐρώπην μὲ ἔργα τοῦ ἰρλανδικοῦ θεάτρου.	[491, 315, 650, 340]
serial-body-9: Ἐκεῖνος δὲν ἀπήντησε. Κοίταξε πρὸς τὸ παράθυρο καὶ ἔμεινε σιωπηλός.	[652, 1960, 884, 1968]
serial-body	[85, 1960, 1192, 2259]
stanislaus-body	[1215, 260, 1571, 929]
stanislaus-body-10: Ὁ Πονιατόβσκυ ἐπέστρεψεν εἰς τὴν Βαρσοβίαν ὅπου ἀνέλαβε σημαντικὰ ἀξιώματα. Ἀργότερον ἐξελέγη βασιλεὺς τῆς Πολωνίας ὑπὸ τὸ ὄνομα Στανισλάος Αὔγουστος.	[1397, 332, 1571, 365]
books-ad-text-d: 422 σελίδες, 120 εἰκόνες. Ἡ πληρεστέρα ἔκδοσις ποὺ ἐκυκλοφόρησε ποτὲ εἰς τὴν Ἑλλάδα.	[288, 1461, 484, 1477]
eea-heading: Η ΔΙΟΙΚΗΣΙΣ ΤΗΣ Ε.Ε.Α.	[347, 841, 466, 852]
gymnastics-body-d: νὰς ὑπηρεσίας τοῦ κόμματος, αἱ ὁποῖαι δὲν κατορθώνουν νὰ ἀναπληρώσουν τὰς ἀπωλείας μελῶν.	[1057, 654, 1202, 679]
stanislaus-body-8: Ὁ Πονιατόβσκυ ἐπέστρεψεν εἰς τὴν Βαρσοβίαν ὅπου ἀνέλαβε σημαντικὰ ἀξιώματα. Ἀργότερον ἐξελέγη βασιλεὺς τῆς Πολωνίας ὑπὸ τὸ ὄνομα Στανισλάος Αὔγουστος.	[1397, 259, 1571, 292]
wanted1-body: ἀποθήκη διὰ ἐμπόρευμα πρὸς ἐνοικίασιν. Πληροφορίαι τηλ. 23.524.	[491, 1460, 655, 1476]
hem-logo: HEM	[1352, 1890, 1435, 1934]
phenomenon-body-1: ὑπὲρ τὰς πατέρες καὶ τὰς μητέρας των, προσελκύοντος τὸ ἐνδιαφέρον τῶν ἐπιστημόνων. Αἱ μετρήσεις ἔδειξαν σημαντικὴν αὔξησιν τοῦ ἀναστήματος τῶν νέων.	[1395, 1001, 1571, 1034]
article-paragraph-g: Εἰς τὸ ἀναθεωρημένον πρόγραμμα περιλαμβάνεται ἡ βοήθεια πρὸς τὰς χώρας τῆς Ἀσίας καὶ τῆς Μέσης Ἀνατολῆς, διὰ τὰς ὁποίας ἡ κυβέρνησις ζητεῖ νέας πιστώσεις διαρκείας.	[256, 331, 419, 364]
kk-body-c: νὰς ὑπηρεσίας τοῦ κόμματος, αἱ ὁποῖαι δὲν κατορθώνουν νὰ ἀναπληρώσουν τὰς ἀπωλείας μελῶν.	[1047, 1155, 1207, 1180]
letter-body-9b: Παρακαλοῦμεν τὸν κ. Δήμαρχον ὅπως μεριμνήσῃ διὰ τὴν καθαριότητα τῶν ὁδῶν.	[859, 826, 1047, 842]
stanislaus-part: 11ΟΝ	[1287, 263, 1316, 274]
derm-ad-text: Ἰατρὸς — Ἀφροδισιολόγος. Μητροπόλεως 26	[1053, 1540, 1201, 1558]
ent-doctor-ad	[491, 1524, 655, 1565]
doctor-ad-1-text: Μάνης 23α (Πλατ. Κάνιγγος) Ὅμηρος 1 Ὥραι 9-12, 5-8	[337, 1279, 477, 1296]
letter-body-4b: Κύριε διευθυντά, Παρακαλῶ ὅπως φιλοξενήσητε εἰς τὰς στήλας σας τὴν ἐπιστολήν μου διὰ τὸ ζήτημα τῆς ἐξαγορᾶς τῆς στρατιωτικῆς θητείας.	[660, 815, 849, 839]
ika-body-7: Κον Π. Α. Μ. — Συνεζητήσατε ἐπὶ τῆς αἰτήσεώς σας διὰ τὴν χορήγησιν συντάξεως γήρατος. Δικαιοῦσθε νὰ ὑποβάλετε τὰ ἀπαιτούμενα δικαιολογητικά.	[1215, 1185, 1390, 1218]
neurologist-ad	[1047, 1420, 1207, 1461]
article-paragraph-j: Εἰς τὸ ἀναθεωρημένον πρόγραμμα περιλαμβάνεται ἡ βοήθεια πρὸς τὰς χώρας τῆς Ἀσίας καὶ τῆς Μέσης Ἀνατολῆς, διὰ τὰς ὁποίας ἡ κυβέρνησις ζητεῖ νέας πιστώσεις διαρκείας.	[256, 432, 419, 464]
letter-sub-3: ΒΑΣΙΛΕΙΣΑ ΠΡΟΣ ΒΑΣΙΛΕΙΑΝ	[683, 728, 826, 739]
stanislaus-body-4: Ὁ Πονιατόβσκυ ἐπέστρεψεν εἰς τὴν Βαρσοβίαν ὅπου ἀνέλαβε σημαντικὰ ἀξιώματα. Ἀργότερον ἐξελέγη βασιλεὺς τῆς Πολωνίας ὑπὸ τὸ ὄνομα Στανισλάος Αὔγουστος.	[1215, 385, 1389, 418]
stanislaus-series: ΜΙΑ ΣΕΙΡΑ ΒΙΟΓΡΑΦΙΩΝ ΤΩΝ ΔΙΑΣΗΜΟΤΕΡΩΝ ΠΡΟΣΩΠΩΝ ΤΗΣ ΙΣΤΟΡΙΑΣ	[1429, 227, 1571, 252]
stanislaus-body-13: Τὸ σπίτι αὐτὸ τοῦ Ῥαπεϊδίτη ἐγκατέστη ὁ νεαρὸς Κόμης Πονιατόβσκυ. Ἡ Αἰκατερίνη, κατόπιν μερικῶν μηνῶν, ἀνεγνώρισε τὴν ἀξίαν του καὶ τὸν ἀνέδειξεν εἰς σπουδαίαν θέσιν εἰς τὴν αὐλήν.	[1397, 440, 1571, 473]
stanislaus-article	[1215, 106, 1571, 954]
rail-ads	[491, 1381, 655, 1870]
sexology-ad-sub: ΑΝΙΚΑΝΟΤΗΣ — ΣΤΕΙΡΩΣΙΣ — ΑΦΡΟΔΙΣΙΑ	[139, 1676, 430, 1717]
hem-body: Τὰ ἐπὶ τῆς ὁδοῦ Κοραῆ 4 κεντρικὰ γραφεῖα τῆς Ἑταιρείας μεταφέρονται εἰς τὴν ὁδὸν Ἀθηνᾶς 17, παρὰ τὴν Πλατεῖαν Ἀττικῆς (ἀριθ. τηλεφ. 870.016).	[1215, 1959, 1571, 1980]
curiosities-column	[491, 106, 650, 973]
curiosity-item-5: ΧΙΛΙΑΔΕΣ νέων ἐπισκέπτονται καθημερινῶς τὴν ἔκθεσιν τῆς βιομηχανίας εἰς τὸ Λονδῖνον.	[491, 419, 650, 435]
wanted-text: Γραμματεὺς γνωρίζων γραφομηχανήν. Τηλ. 874.964	[1047, 1363, 1207, 1379]
letter-body-10: Αἱ αἰτήσεις διὰ τὴν τοποθέτησιν νέων τηλεφώνων ἀναμένουν ἐπὶ μακρὸν χρόνον.	[859, 860, 1047, 876]
serial-body-2: Τὸ ταξίδι τοῦ Γκρὴν ἔμελλε νὰ τελειώσῃ ὅπως εἶχε ἀρχίσει, χωρὶς καμμίαν ἐξήγησιν.	[85, 1997, 353, 2013]
books-ad-body	[85, 1461, 484, 1611]
books-ad-text-c: Ἰατροῦ Σεξολόγου τοῦ Ἰνστιτούτου Σεξουαλικῆς Ἐπιστήμης τοῦ Βερολίνου. Ἀνὰ πᾶν βιβλιοπωλεῖον.	[85, 1500, 280, 1516]
gymnastics-body-b: νὰς ὑπηρεσίας τοῦ κόμματος, αἱ ὁποῖαι δὲν κατορθώνουν νὰ ἀναπληρώσουν τὰς ἀπωλείας μελῶν.	[1057, 598, 1202, 623]
radio-ad-text: Κύριος Α. Κοντολέων, Χαλκοκονδύλη 24. Τηλ. 72.155	[1055, 1335, 1199, 1351]
mtpy-heading: ΤΟ ΔΩΡΟΝ ΤΟΥ Μ.Τ.Π.Υ.	[345, 798, 468, 809]
gymnastics-sub: ΠΡΟΣΑΡΜΟΖΕΤΑΙ ΤΟ ΓΑ ΠΡΟΣ ΤΗΝ ΟΛΥΜΠΙΑΚΗ ΑΓΩΝΙ ΣΚΑΤΑ	[1065, 546, 1194, 564]
stanislaus-body-3: Τὸ σπίτι αὐτὸ τοῦ Ῥαπεϊδίτη ἐγκατέστη ὁ νεαρὸς Κόμης Πονιατόβσκυ. Ἡ Αἰκατερίνη, κατόπιν μερικῶν μηνῶν, ἀνεγνώρισε τὴν ἀξίαν του καὶ τὸν ἀνέδειξεν εἰς σπουδαίαν θέσιν εἰς τὴν αὐλήν.	[1215, 349, 1389, 382]
letters-title: ΕΠΙΣΤΟΛΑΙ	[690, 541, 1017, 594]
gymnastics-article	[1057, 444, 1202, 1022]
serial-body-8: Τὸ ταξίδι τοῦ Γκρὴν ἔμελλε νὰ τελειώσῃ ὅπως εἶχε ἀρχίσει, χωρὶς καμμίαν ἐξήγησιν.	[364, 2013, 632, 2030]
derm-ad-title: ΑΦΡΟΔΙΣΙΑ ΝΟΣΗΜΑΤΑ	[1086, 1518, 1168, 1527]
neurologist2-ad-title: Ο ΝΕΥΡΟΛΟΓΟΣ — ΨΥΧΙΑΤΡΟΣ	[1249, 1815, 1356, 1823]
clinic-title: ΑΙΜΟΡΡΟΪΔΕΣ - ΚΙΡΣΟΙ - ΣΥΡΙΓΓΙΑ	[507, 1576, 639, 1585]
letters-section	[660, 504, 1047, 1880]
article-paragraph-i: Ὁ πρώην πρόεδρος κ. Τροῦμαν ἐδήλωσεν ὅτι συμφωνεῖ μὲ τὰς γενικὰς κατευθύνσεις τοῦ προγράμματος τῆς μακροπνόου βοηθείας.	[256, 404, 419, 428]
stanislaus-body-9: Τὸ σπίτι αὐτὸ τοῦ Ῥαπεϊδίτη ἐγκατέστη ὁ νεαρὸς Κόμης Πονιατόβσκυ. Ἡ Αἰκατερίνη, κατόπιν μερικῶν μηνῶν, ἀνεγνώρισε τὴν ἀξίαν του καὶ τὸν ἀνέδειξεν εἰς σπουδαίαν θέσιν εἰς τὴν αὐλήν.	[1397, 296, 1571, 329]
phenomenon-body-8: Οἱ ἐρευνηταὶ ἀποδίδουν τὸ φαινόμενον εἰς τὴν καλυτέραν διατροφὴν καὶ τὰς συνθήκας ὑγιεινῆς τῆς συγχρόνου ζωῆς.	[1395, 1230, 1571, 1254]
curiosities-body	[491, 166, 650, 511]
phenomenon-body-7: ὑπὲρ τὰς πατέρες καὶ τὰς μητέρας των, προσελκύοντος τὸ ἐνδιαφέρον τῶν ἐπιστημόνων. Αἱ μετρήσεις ἔδειξαν σημαντικὴν αὔξησιν τοῦ ἀναστήματος τῶν νέων.	[1395, 1193, 1571, 1226]
stanislaus-body-14: Ὁ Πονιατόβσκυ ἐπέστρεψεν εἰς τὴν Βαρσοβίαν ὅπου ἀνέλαβε σημαντικὰ ἀξιώματα. Ἀργότερον ἐξελέγη βασιλεὺς τῆς Πολωνίας ὑπὸ τὸ ὄνομα Στανισλάος Αὔγουστος.	[1397, 477, 1571, 509]
midwife-ad-text: Ἐπισκέψεις κατ' οἶκον, Πατησίων 110	[1060, 1493, 1194, 1502]
letter-sub-4: ΑΙ ΣΥΝΤΑΞΕΙΣ ΤΩΝ ΕΜΠΟΡΩΝ	[680, 782, 829, 793]
stanislaus-continued: ΑΥΡΙΟΝ: Ἡ συνέχεια	[1437, 512, 1532, 522]
letter-body-4: Κύριε διευθυντά, Οἱ συνταξιοῦχοι ἔμποροι ἀναμένουν τὴν αὔξησιν τῶν συντάξεών των ἐπὶ σειρὰν ἐτῶν.	[660, 795, 849, 811]
stanislaus-body-2: Ὁ Πονιατόβσκυ ἐπέστρεψεν εἰς τὴν Βαρσοβίαν ὅπου ἀνέλαβε σημαντικὰ ἀξιώματα. Ἀργότερον ἐξελέγη βασιλεὺς τῆς Πολωνίας ὑπὸ τὸ ὄνομα Στανισλάος Αὔγουστος.	[1215, 313, 1389, 346]
article-deck: ΘΑ ΕΓΚΡΙΝΗ ΤΟ ΚΟΓΚΡΕΣΣΟΝ ΤΗΝ ΝΕΑΝ ΠΟΛΙΤΙΚΗΝ ΜΑΚΡΟΠΝΟΟΥ ΒΟΗΘΕΙΑΣ ;	[131, 261, 373, 280]
article-paragraph-h: ΟΥΑΣΙΓΚΤΩΝ, Ἀπρίλιος. «Ὅταν τὸ Κογκρέσσον ἀποφασίσῃ τελικῶς ὡς πρὸς τὴν ἐξωτερικὴν βοήθειαν, θὰ ἐπιλεγῇ τὸ κατάλληλον πρόγραμμα διὰ τὸν ἐλεύθερον κόσμον.	[256, 367, 419, 400]
neurologist-ad-title: Ο ΝΕΥΡΟΛΟΓΟΣ — ΨΥΧΙΑΤΡΟΣ	[1073, 1424, 1181, 1433]
article-paragraph-d: Εἰς τὸ ἀναθεωρημένον πρόγραμμα περιλαμβάνεται ἡ βοήθεια πρὸς τὰς χώρας τῆς Ἀσίας καὶ τῆς Μέσης Ἀνατολῆς, διὰ τὰς ὁποίας ἡ κυβέρνησις ζητεῖ νέας πιστώσεις διαρκείας.	[85, 507, 247, 540]
